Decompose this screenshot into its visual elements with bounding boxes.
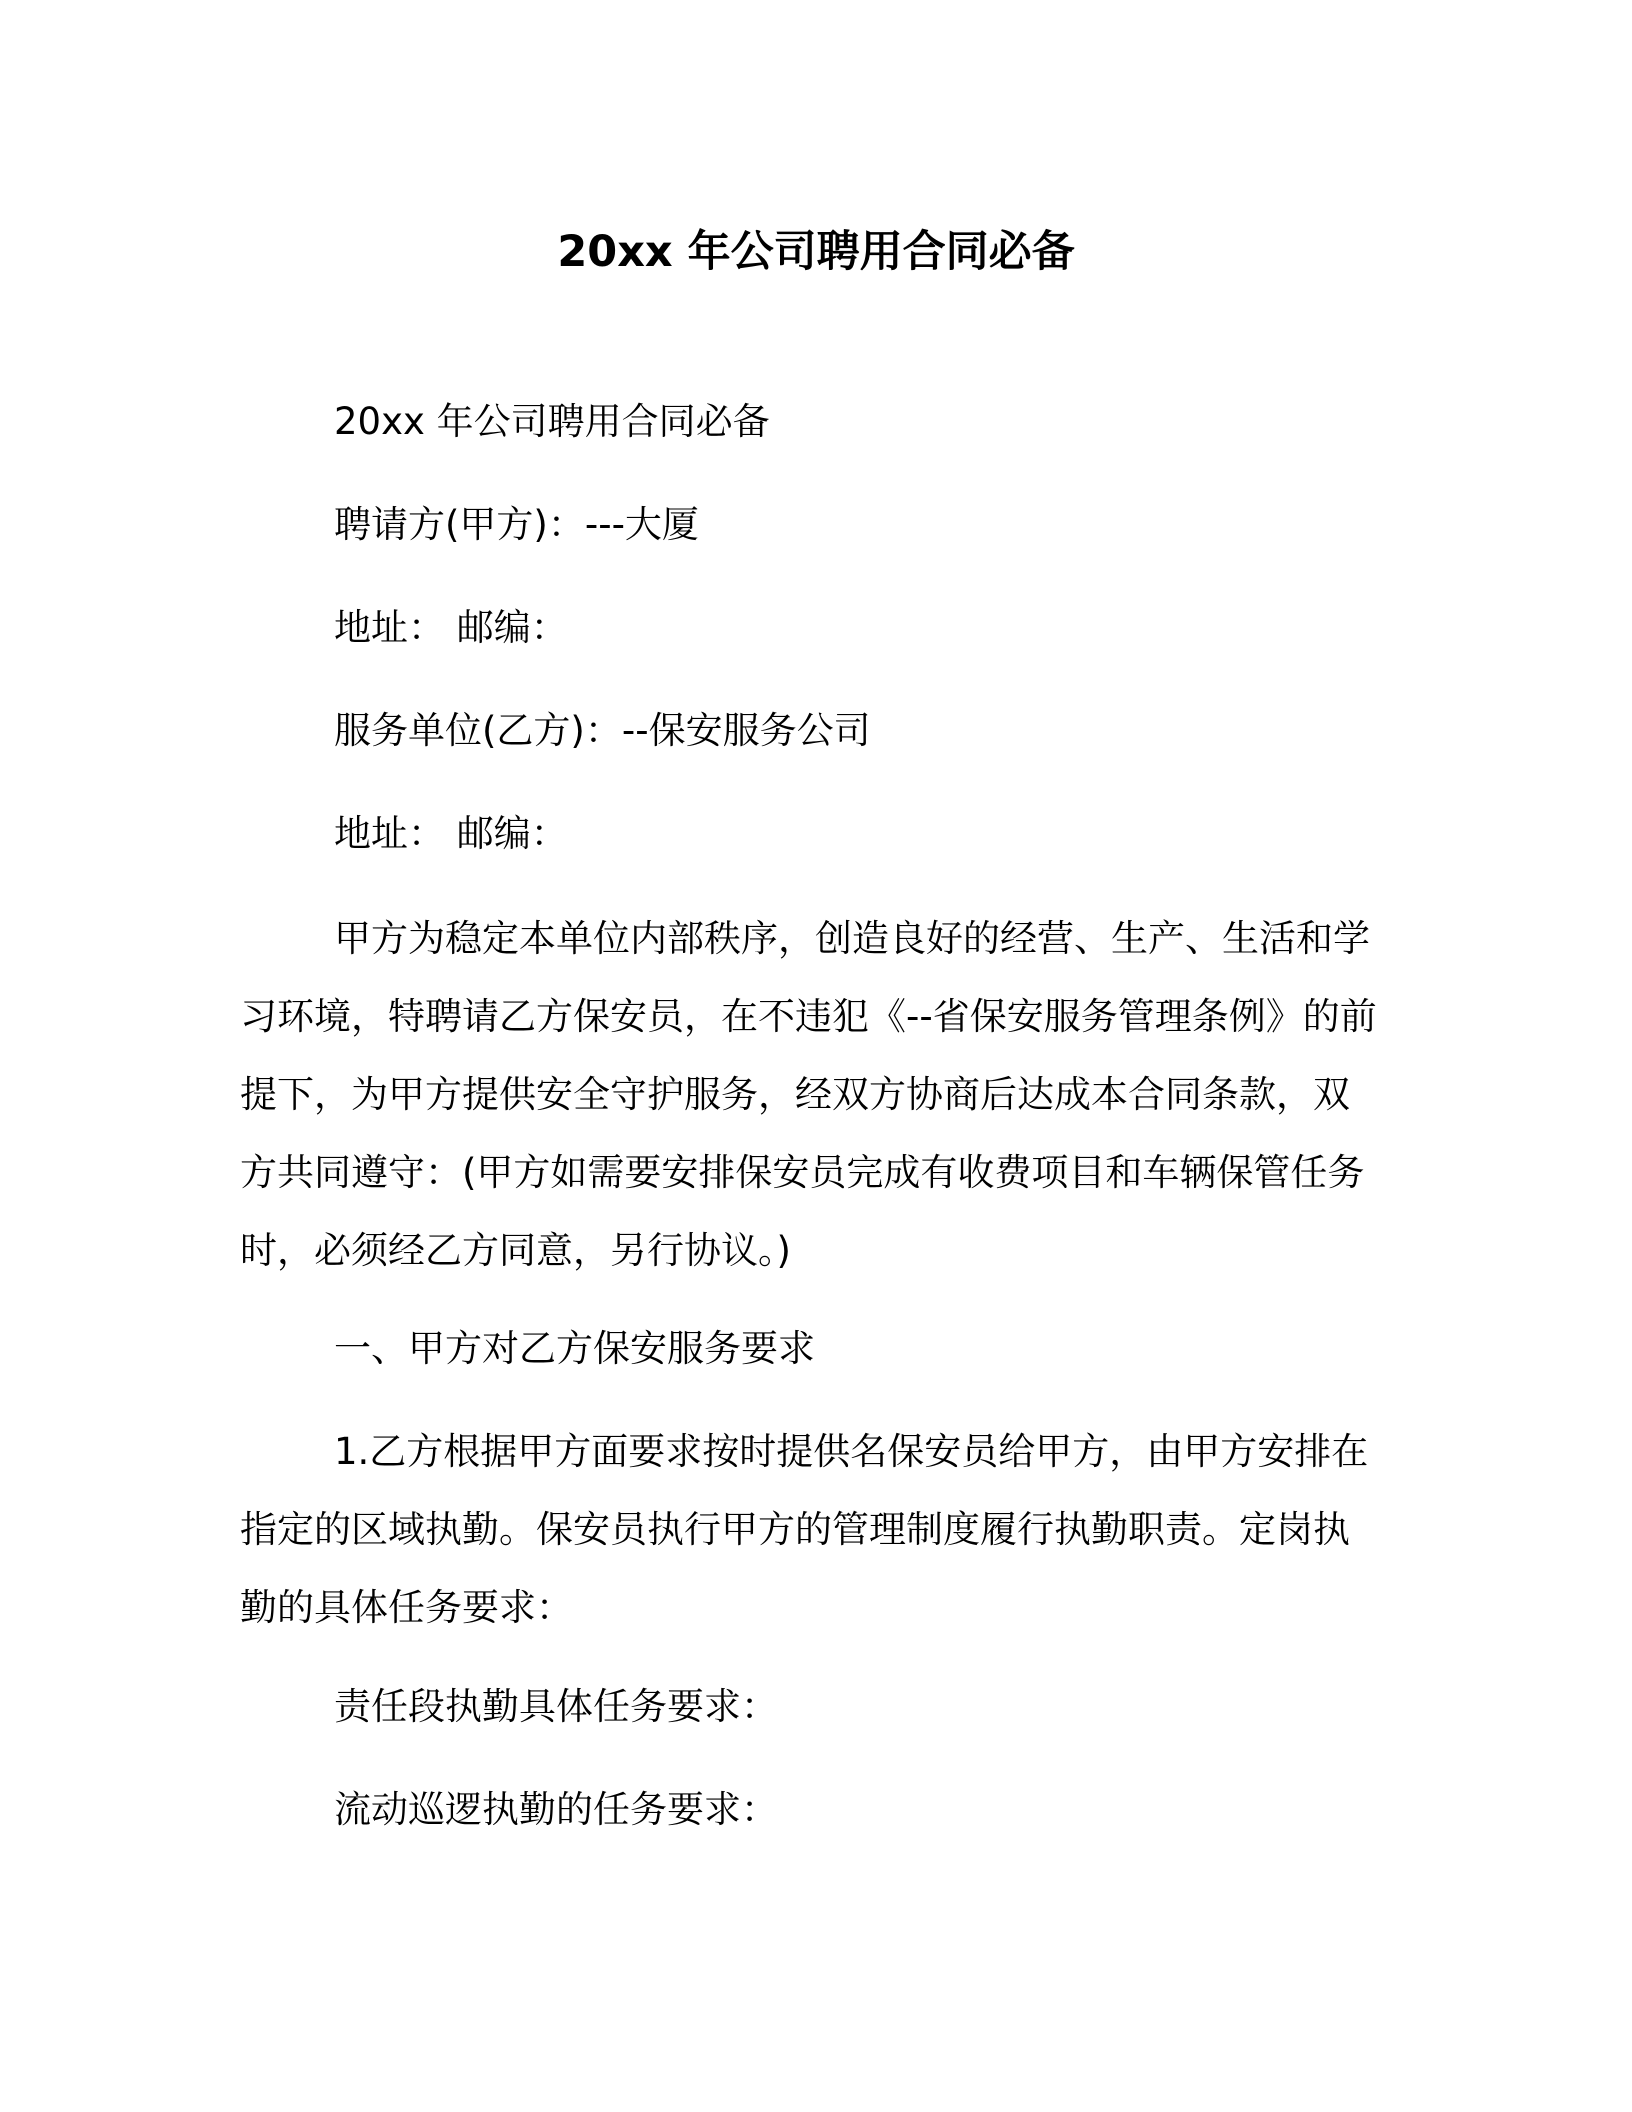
intro-line: 时，必须经乙方同意，另行协议。) bbox=[240, 1229, 791, 1272]
intro-line: 甲方为稳定本单位内部秩序，创造良好的经营、生产、生活和学 bbox=[334, 917, 1370, 960]
intro-line: 习环境，特聘请乙方保安员，在不违犯《--省保安服务管理条例》的前 bbox=[240, 995, 1377, 1038]
item-one-line: 勤的具体任务要求： bbox=[240, 1586, 573, 1629]
item-one-line: 1.乙方根据甲方面要求按时提供名保安员给甲方，由甲方安排在 bbox=[334, 1430, 1369, 1473]
item-one-line: 指定的区域执勤。保安员执行甲方的管理制度履行执勤职责。定岗执 bbox=[240, 1508, 1350, 1551]
section-one-heading: 一、甲方对乙方保安服务要求 bbox=[334, 1327, 815, 1370]
service-address-line: 地址： 邮编： bbox=[334, 812, 568, 855]
employer-line: 聘请方(甲方)：---大厦 bbox=[334, 503, 699, 546]
document-title: 20xx 年公司聘用合同必备 bbox=[557, 227, 1075, 277]
item-one-paragraph bbox=[240, 1413, 1380, 1647]
patrol-duty-line: 流动巡逻执勤的任务要求： bbox=[334, 1788, 778, 1831]
duty-section-line: 责任段执勤具体任务要求： bbox=[334, 1685, 778, 1728]
service-unit-line: 服务单位(乙方)：--保安服务公司 bbox=[334, 709, 871, 752]
intro-paragraph bbox=[240, 900, 1380, 1290]
employer-address-line: 地址： 邮编： bbox=[334, 606, 568, 649]
intro-line: 方共同遵守：(甲方如需要安排保安员完成有收费项目和车辆保管任务 bbox=[240, 1151, 1365, 1194]
document-subtitle: 20xx 年公司聘用合同必备 bbox=[334, 400, 770, 443]
intro-line: 提下，为甲方提供安全守护服务，经双方协商后达成本合同条款，双 bbox=[240, 1073, 1350, 1116]
